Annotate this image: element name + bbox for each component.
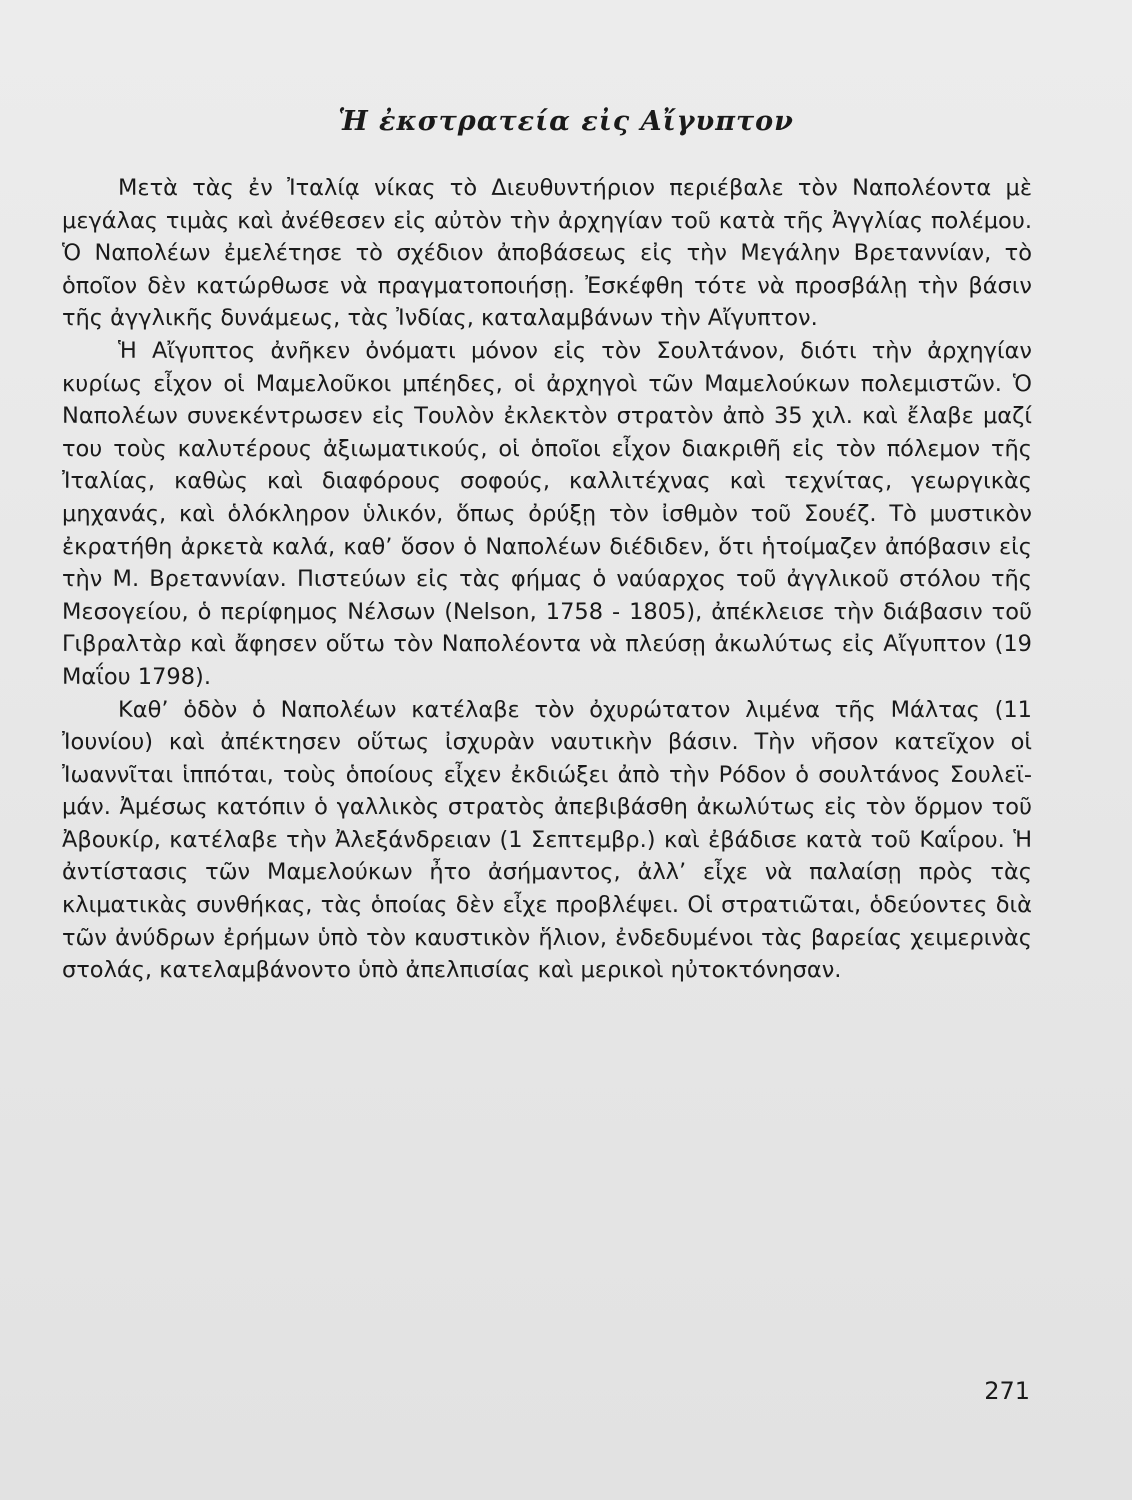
paragraph-2: Ἡ Αἴγυπτος ἀνῆκεν ὀνόματι μόνον εἰς τὸν Σουλτάνον, διότι τὴν ἀρχηγίαν κυρίως εἶχον οἱ Μαμελοῦκοι μπέηδες, οἱ ἀρχηγοὶ τῶν Μαμελούκων πολεμιστῶν. Ὁ Ναπολέων συνεκέντρωσεν εἰς Τουλὸν ἐκλεκτὸν στρατὸν ἀπὸ 35 χιλ. καὶ ἔλαβε μαζί του τοὺς καλυτέρους ἀξιωματικούς, οἱ ὁποῖοι εἶχον διακριθῆ εἰς τὸν πόλεμον τῆς Ἰταλίας, καθὼς καὶ διαφόρους σοφούς, καλλιτέχνας καὶ τεχνίτας, γεωργικὰς μηχανάς, καὶ ὁλόκληρον ὑλικόν, ὅπως ὀρύξῃ τὸν ἰσθμὸν τοῦ Σουέζ. Τὸ μυστικὸν ἐκρατήθη ἀρκετὰ καλά, καθ’ ὅσον ὁ Ναπολέων διέδιδεν, ὅτι ἡτοίμαζεν ἀπόβασιν εἰς τὴν Μ. Βρεταννίαν. Πιστεύων εἰς τὰς φήμας ὁ ναύαρχος τοῦ ἀγγλικοῦ στόλου τῆς Μεσογείου, ὁ περίφημος Νέλσων (Nelson, 1758 - 1805), ἀπέκλεισε τὴν διάβασιν τοῦ Γιβραλτὰρ καὶ ἄφησεν οὕτω τὸν Ναπολέοντα νὰ πλεύσῃ ἀκωλύτως εἰς Αἴγυπτον (19 Μαΐου 1798). — [62, 337, 1032, 690]
page-number: 271 — [984, 1377, 1030, 1405]
body-text — [62, 172, 1032, 987]
paragraph-3: Καθ’ ὁδὸν ὁ Ναπολέων κατέλαβε τὸν ὀχυρώτατον λιμένα τῆς Μάλτας (11 Ἰουνίου) καὶ ἀπέκτησεν οὕτως ἰσχυρὰν ναυτικὴν βάσιν. Τὴν νῆσον κατεῖχον οἱ Ἰωαννῖται ἱππόται, τοὺς ὁποίους εἶχεν ἐκδιώξει ἀπὸ τὴν Ρόδον ὁ σουλτάνος Σουλεϊμάν. Ἀμέσως κατόπιν ὁ γαλλικὸς στρατὸς ἀπεβιβάσθη ἀκωλύτως εἰς τὸν ὅρμον τοῦ Ἀβουκίρ, κατέλαβε τὴν Ἀλεξάνδρειαν (1 Σεπτεμβρ.) καὶ ἐβάδισε κατὰ τοῦ Καΐρου. Ἡ ἀντίστασις τῶν Μαμελούκων ἦτο ἀσήμαντος, ἀλλ’ εἶχε νὰ παλαίσῃ πρὸς τὰς κλιματικὰς συνθήκας, τὰς ὁποίας δὲν εἶχε προβλέψει. Οἱ στρατιῶται, ὁδεύοντες διὰ τῶν ἀνύδρων ἐρήμων ὑπὸ τὸν καυστικὸν ἥλιον, ἐνδεδυμένοι τὰς βαρείας χειμερινὰς στολάς, κατελαμβάνοντο ὑπὸ ἀπελπισίας καὶ μερικοὶ ηὐτοκτόνησαν. — [62, 696, 1032, 984]
chapter-title: Ἡ ἐκστρατεία εἰς Αἴγυπτον — [338, 106, 794, 137]
paragraph-1: Μετὰ τὰς ἐν Ἰταλίᾳ νίκας τὸ Διευθυντήριον περιέβαλε τὸν Ναπολέοντα μὲ μεγάλας τιμὰς καὶ ἀνέθεσεν εἰς αὐτὸν τὴν ἀρχηγίαν τοῦ κατὰ τῆς Ἀγγλίας πολέμου. Ὁ Ναπολέων ἐμελέτησε τὸ σχέδιον ἀποβάσεως εἰς τὴν Μεγάλην Βρεταννίαν, τὸ ὁποῖον δὲν κατώρθωσε νὰ πραγματοποιήσῃ. Ἐσκέφθη τότε νὰ προσβάλῃ τὴν βάσιν τῆς ἀγγλικῆς δυνάμεως, τὰς Ἰνδίας, καταλαμβάνων τὴν Αἴγυπτον. — [62, 175, 1032, 332]
